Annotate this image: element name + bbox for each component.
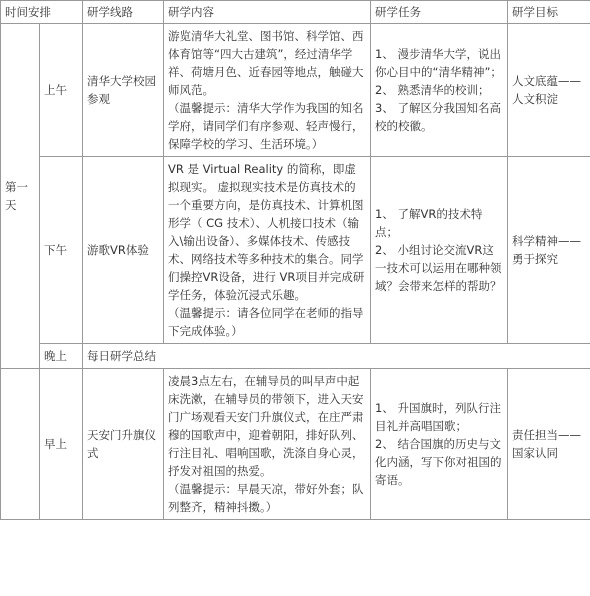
- tasks-tsinghua: 1、 漫步清华大学，说出你心目中的“清华精神”； 2、 熟悉清华的校训； 3、 了解区分我国知名高校的校徽。: [371, 24, 508, 157]
- route-flag: 天安门升旗仪式: [83, 369, 164, 520]
- table-row: [1, 369, 590, 520]
- header-schedule: 时间安排: [1, 1, 83, 24]
- period-evening: 晚上: [40, 344, 83, 369]
- header-row: [1, 1, 590, 24]
- header-route: 研学线路: [83, 1, 164, 24]
- content-note: （温馨提示：早晨天凉，带好外套；队列整齐，精神抖擞。）: [168, 482, 364, 514]
- content-vr: [164, 157, 371, 344]
- table-row: [1, 344, 590, 369]
- header-content: 研学内容: [164, 1, 371, 24]
- route-tsinghua: 清华大学校园参观: [83, 24, 164, 157]
- goal-tsinghua: 人文底蕴——人文积淀: [508, 24, 590, 157]
- day1-label: 第一天: [1, 24, 40, 369]
- period-afternoon: 下午: [40, 157, 83, 344]
- content-text: 游览清华大礼堂、图书馆、科学馆、西体育馆等“四大古建筑”，经过清华学祥、荷塘月色、近春园等地点，触碰大师风范。: [168, 29, 364, 97]
- content-flag: [164, 369, 371, 520]
- evening-summary: 每日研学总结: [83, 344, 590, 369]
- table-row: [1, 157, 590, 344]
- content-text: 凌晨3点左右，在辅导员的叫早声中起床洗漱，在辅导员的带领下，进入天安门广场观看天安门升旗仪式，在庄严肃穆的国歌声中，迎着朝阳，排好队列、行注目礼、唱响国歌，洗涤自身心灵，抒发对祖国的热爱。: [168, 374, 364, 478]
- tasks-vr: 1、 了解VR的技术特点； 2、 小组讨论交流VR这一技术可以运用在哪种领域？会带来怎样的帮助？: [371, 157, 508, 344]
- goal-vr: 科学精神——勇于探究: [508, 157, 590, 344]
- content-note: （温馨提示：请各位同学在老师的指导下完成体验。）: [168, 306, 364, 338]
- content-text: VR 是 Virtual Reality 的简称，即虚拟现实。 虚拟现实技术是仿真技术的一个重要方向，是仿真技术、计算机图形学（ CG 技术）、人机接口技术（输入\输出设备）、多媒体技术、传感技术、网络技术等多种技术的集合。同学们操控VR设备，进行 VR项目并完成研学任务，体验沉浸式乐趣。: [168, 162, 365, 302]
- header-tasks: 研学任务: [371, 1, 508, 24]
- period-morning: 上午: [40, 24, 83, 157]
- goal-flag: 责任担当——国家认同: [508, 369, 590, 520]
- route-vr: 游歌VR体验: [83, 157, 164, 344]
- header-goal: 研学目标: [508, 1, 590, 24]
- period-early: 早上: [40, 369, 83, 520]
- table-row: [1, 24, 590, 157]
- day2-label: [1, 369, 40, 520]
- tasks-flag: 1、 升国旗时，列队行注目礼并高唱国歌； 2、 结合国旗的历史与文化内涵，写下你对祖国的寄语。: [371, 369, 508, 520]
- content-note: （温馨提示：清华大学作为我国的知名学府，请同学们有序参观、轻声慢行，保障学校的学习、生活环境。）: [168, 101, 364, 151]
- content-tsinghua: [164, 24, 371, 157]
